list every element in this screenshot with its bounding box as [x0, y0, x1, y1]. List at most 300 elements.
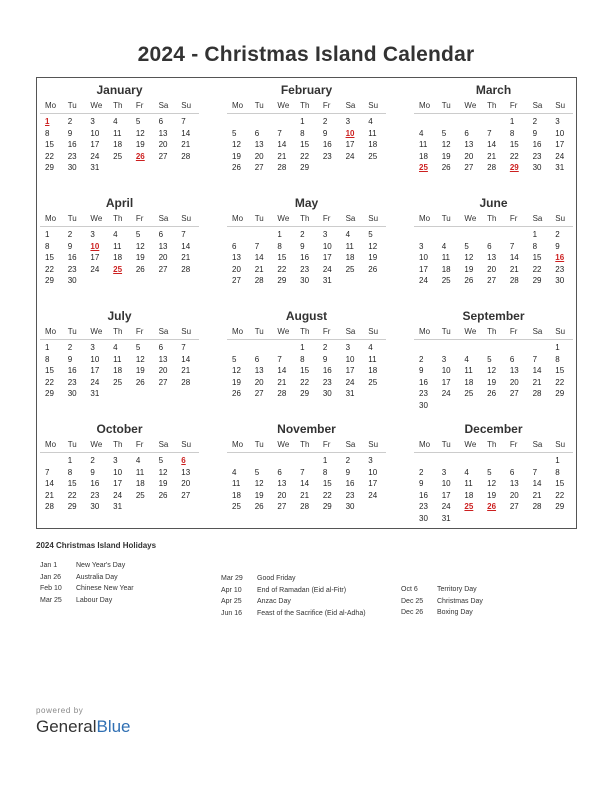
week-row	[227, 365, 386, 377]
day-cell: 17	[345, 140, 355, 149]
day-cell: 5	[487, 467, 492, 477]
day-cell: 17	[113, 479, 123, 488]
week-row	[40, 467, 199, 479]
day-cell: 26	[254, 502, 264, 511]
day-cell: 28	[254, 276, 264, 285]
holiday-item	[401, 584, 483, 596]
day-cell: 31	[90, 163, 100, 172]
day-cell: 30	[300, 276, 310, 285]
month-may	[227, 195, 386, 308]
day-cell: 15	[532, 253, 542, 262]
day-cell	[154, 388, 177, 400]
weekday-label: Mo	[419, 440, 431, 449]
day-cell: 22	[277, 264, 287, 274]
day-cell: 9	[532, 128, 538, 138]
day-cell: 18	[368, 140, 378, 149]
day-cell: 6	[509, 467, 515, 477]
day-cell	[505, 513, 528, 525]
day-cell: 14	[532, 366, 542, 375]
day-cell: 20	[232, 264, 241, 274]
weekday-label: Th	[113, 214, 123, 223]
weekday-label: Tu	[67, 101, 77, 110]
day-cell: 5	[135, 117, 141, 126]
day-cell: 9	[555, 241, 560, 251]
day-cell	[131, 501, 154, 513]
week-row	[40, 151, 199, 163]
day-cell: 25	[113, 151, 123, 161]
day-cell	[341, 162, 364, 174]
weekday-label: Th	[113, 327, 123, 336]
day-cell: 15	[555, 479, 565, 488]
weekday-label: Mo	[419, 327, 431, 336]
day-cell: 14	[509, 253, 519, 262]
day-cell: 2	[555, 230, 560, 239]
day-cell: 2	[67, 117, 73, 126]
weekday-header	[414, 99, 573, 114]
day-cell: 3	[322, 230, 328, 239]
day-cell	[272, 116, 295, 128]
weekday-label: Su	[555, 327, 566, 336]
day-cell: 19	[441, 151, 451, 161]
day-cell: 27	[487, 276, 497, 285]
day-cell: 27	[509, 389, 519, 398]
day-cell: 19	[487, 490, 497, 500]
week-row	[227, 342, 386, 354]
weekday-label: Th	[113, 101, 123, 110]
day-cell: 13	[232, 253, 241, 262]
day-cell: 25	[441, 276, 451, 285]
day-cell: 19	[254, 490, 264, 500]
day-cell: 12	[441, 140, 451, 149]
day-cell: 31	[90, 389, 100, 398]
week-row	[414, 365, 573, 377]
day-cell: 4	[345, 230, 351, 239]
day-cell: 11	[441, 253, 451, 262]
week-row	[414, 264, 573, 276]
day-cell	[176, 162, 199, 174]
weekday-label: Th	[113, 440, 123, 449]
week-row	[40, 139, 199, 151]
day-cell: 4	[113, 230, 118, 239]
week-row	[227, 275, 386, 287]
day-cell	[414, 455, 437, 467]
weekday-label: Tu	[441, 214, 451, 223]
day-cell: 24	[345, 377, 355, 387]
day-cell: 18	[232, 490, 241, 500]
weekday-label: We	[90, 327, 103, 336]
holiday-name: Labour Day	[76, 596, 113, 604]
day-cell: 2	[532, 117, 538, 126]
day-cell: 15	[300, 140, 310, 149]
month-april	[40, 195, 199, 308]
day-cell: 15	[322, 479, 332, 488]
day-cell: 22	[555, 490, 565, 500]
day-cell	[482, 229, 505, 241]
day-cell	[154, 501, 177, 513]
week-row	[40, 377, 199, 389]
day-cell	[272, 455, 295, 467]
day-cell: 13	[181, 467, 191, 477]
month-july	[40, 308, 199, 421]
day-cell: 13	[254, 366, 264, 375]
day-cell: 14	[532, 479, 542, 488]
day-cell	[437, 342, 460, 354]
day-cell: 24	[90, 151, 100, 161]
day-cell: 27	[464, 163, 474, 172]
day-cell	[505, 455, 528, 467]
weekday-label: Fr	[322, 440, 331, 449]
holiday-day-cell: 25	[464, 502, 474, 511]
day-cell	[528, 455, 551, 467]
day-cell: 9	[300, 241, 305, 251]
week-row	[414, 388, 573, 400]
day-cell	[459, 513, 482, 525]
day-cell: 5	[232, 354, 237, 364]
day-cell: 15	[277, 253, 287, 262]
week-row	[414, 400, 573, 412]
day-cell: 27	[254, 163, 264, 172]
day-cell: 21	[45, 490, 54, 500]
day-cell: 29	[300, 163, 310, 172]
week-row	[227, 128, 386, 140]
holiday-day-cell: 26	[135, 151, 145, 161]
day-cell: 17	[90, 366, 100, 375]
day-cell: 31	[322, 276, 332, 285]
day-cell: 7	[277, 354, 282, 364]
week-row	[414, 139, 573, 151]
day-cell: 1	[300, 343, 305, 352]
holiday-day-cell: 1	[45, 117, 50, 126]
day-cell: 16	[300, 253, 310, 262]
day-cell: 27	[509, 502, 519, 511]
day-cell	[437, 455, 460, 467]
week-row	[227, 241, 386, 253]
holiday-item	[221, 596, 366, 608]
day-cell: 9	[67, 354, 73, 364]
weekday-label: Tu	[254, 440, 264, 449]
weekday-label: Fr	[135, 101, 144, 110]
day-cell: 23	[67, 264, 77, 274]
weekday-label: Tu	[441, 440, 451, 449]
day-cell: 4	[113, 117, 118, 126]
day-cell: 27	[158, 151, 168, 161]
weekday-label: Th	[487, 214, 497, 223]
week-row	[40, 241, 199, 253]
day-cell: 6	[464, 128, 469, 138]
day-cell: 10	[555, 128, 565, 138]
day-cell: 14	[254, 253, 264, 262]
week-row	[40, 229, 199, 241]
day-cell: 28	[45, 502, 54, 511]
weekday-label: Tu	[254, 214, 264, 223]
weekday-label: Fr	[135, 327, 144, 336]
day-cell: 16	[67, 140, 77, 149]
holiday-day-cell: 29	[509, 163, 519, 172]
weekday-label: We	[90, 101, 103, 110]
day-cell: 16	[67, 253, 77, 262]
day-cell: 16	[322, 366, 332, 375]
day-cell: 13	[158, 128, 168, 138]
day-cell: 25	[464, 389, 474, 398]
day-cell: 20	[158, 366, 168, 375]
day-cell: 6	[487, 241, 492, 251]
day-cell: 27	[232, 276, 241, 285]
day-cell	[108, 162, 131, 174]
holiday-name: Boxing Day	[437, 609, 473, 617]
month-name: May	[294, 196, 319, 210]
week-row	[227, 501, 386, 513]
weekday-label: Su	[368, 327, 379, 336]
weekday-label: Fr	[322, 101, 331, 110]
day-cell: 17	[419, 264, 428, 274]
holiday-date: Apr 10	[221, 586, 242, 594]
day-cell: 15	[555, 366, 565, 375]
day-cell: 30	[419, 513, 428, 523]
day-cell: 20	[464, 151, 474, 161]
weekday-label: Mo	[419, 214, 431, 223]
month-june	[414, 195, 573, 308]
day-cell: 13	[464, 140, 474, 149]
day-cell	[528, 342, 551, 354]
day-cell: 20	[509, 377, 519, 387]
day-cell: 12	[158, 467, 168, 477]
weekday-header	[40, 212, 199, 227]
day-cell	[227, 116, 250, 128]
day-cell: 1	[555, 456, 560, 465]
day-cell: 29	[532, 276, 542, 285]
day-cell: 16	[419, 490, 428, 500]
day-cell: 22	[555, 377, 565, 387]
holiday-date: Mar 29	[221, 575, 243, 582]
day-cell: 19	[158, 479, 168, 488]
weekday-label: Fr	[322, 214, 331, 223]
day-cell: 24	[90, 377, 100, 387]
day-cell: 2	[322, 343, 328, 352]
holiday-day-cell: 25	[113, 264, 123, 274]
day-cell	[363, 388, 386, 400]
day-cell: 15	[300, 366, 310, 375]
weekday-label: Sa	[158, 440, 169, 449]
day-cell: 30	[90, 502, 100, 511]
weekday-label: Su	[181, 327, 192, 336]
week-row	[40, 478, 199, 490]
day-cell: 23	[67, 151, 77, 161]
holiday-item	[401, 596, 483, 608]
day-cell: 1	[322, 456, 328, 465]
day-cell	[108, 275, 131, 287]
week-row	[414, 354, 573, 366]
day-cell: 10	[322, 241, 332, 251]
day-cell	[85, 275, 108, 287]
month-name: January	[96, 83, 143, 97]
day-cell: 1	[277, 230, 282, 239]
day-cell: 19	[135, 140, 145, 149]
day-cell: 23	[345, 490, 355, 500]
weekday-label: Sa	[345, 327, 356, 336]
weekday-label: Su	[368, 440, 379, 449]
day-cell: 22	[300, 151, 310, 161]
day-cell	[363, 275, 386, 287]
weekday-label: Fr	[135, 440, 144, 449]
day-cell: 14	[300, 479, 310, 488]
day-cell: 2	[322, 117, 328, 126]
weekday-label: Tu	[254, 101, 264, 110]
week-row	[414, 275, 573, 287]
day-cell	[227, 455, 250, 467]
day-cell: 18	[368, 366, 378, 375]
day-cell: 12	[464, 253, 474, 262]
weekday-label: Mo	[45, 214, 57, 223]
weekday-label: Th	[487, 440, 497, 449]
day-cell	[295, 455, 318, 467]
day-cell: 20	[509, 490, 519, 500]
day-cell: 1	[45, 230, 50, 239]
day-cell: 28	[509, 276, 519, 285]
weekday-header	[227, 212, 386, 227]
day-cell: 2	[67, 343, 73, 352]
day-cell: 3	[90, 343, 95, 352]
day-cell: 10	[113, 467, 123, 477]
day-cell: 18	[113, 253, 123, 262]
day-cell: 6	[158, 343, 164, 352]
day-cell: 28	[277, 389, 287, 398]
day-cell: 11	[368, 128, 377, 138]
weekday-label: Mo	[232, 440, 244, 449]
day-cell: 21	[532, 377, 542, 387]
day-cell: 20	[181, 479, 191, 488]
weekday-label: Sa	[158, 101, 169, 110]
day-cell: 25	[232, 502, 241, 511]
day-cell: 17	[441, 490, 451, 500]
week-row	[414, 490, 573, 502]
week-row	[40, 342, 199, 354]
day-cell: 5	[441, 128, 447, 138]
weekday-label: We	[464, 214, 477, 223]
week-row	[414, 513, 573, 525]
day-cell: 8	[509, 128, 515, 138]
generalblue-logo[interactable]	[36, 717, 131, 737]
page-title: 2024 - Christmas Island Calendar	[137, 43, 475, 66]
day-cell: 29	[300, 389, 310, 398]
day-cell	[505, 342, 528, 354]
day-cell: 7	[181, 230, 186, 239]
holiday-date: Jan 26	[40, 573, 62, 581]
day-cell: 11	[113, 354, 122, 364]
day-cell: 8	[322, 467, 328, 477]
day-cell: 11	[464, 479, 473, 488]
weekday-label: Sa	[532, 327, 543, 336]
holiday-item	[40, 560, 134, 572]
day-cell	[40, 455, 63, 467]
day-cell: 20	[487, 264, 497, 274]
day-cell: 17	[368, 479, 378, 488]
holiday-day-cell: 6	[181, 456, 186, 465]
holiday-name: End of Ramadan (Eid al-Fitr)	[257, 586, 347, 594]
day-cell: 5	[254, 467, 260, 477]
day-cell: 24	[90, 264, 100, 274]
brand-general-text: General	[36, 717, 97, 736]
day-cell: 5	[487, 354, 492, 364]
day-cell: 30	[67, 276, 77, 285]
day-cell: 24	[345, 151, 355, 161]
weekday-label: Fr	[509, 440, 518, 449]
holiday-name: Territory Day	[437, 586, 477, 593]
holiday-date: Feb 10	[40, 585, 62, 593]
day-cell: 4	[419, 128, 424, 138]
day-cell: 24	[441, 389, 451, 398]
day-cell: 29	[67, 502, 77, 511]
week-row	[227, 455, 386, 467]
day-cell: 30	[555, 276, 565, 285]
weekday-label: Su	[368, 214, 379, 223]
day-cell	[459, 455, 482, 467]
day-cell: 5	[464, 241, 469, 251]
holiday-item	[40, 572, 134, 584]
weekday-label: Tu	[67, 440, 77, 449]
day-cell: 10	[441, 479, 451, 488]
day-cell	[363, 501, 386, 513]
day-cell: 8	[300, 354, 305, 364]
weekday-label: Fr	[509, 214, 518, 223]
day-cell: 24	[555, 151, 565, 161]
weekday-label: Mo	[232, 327, 244, 336]
day-cell: 6	[254, 354, 260, 364]
weekday-label: Su	[555, 214, 566, 223]
weekday-label: Su	[181, 101, 192, 110]
holiday-day-cell: 26	[487, 502, 497, 511]
holiday-item	[40, 583, 134, 595]
day-cell: 15	[45, 366, 54, 375]
holiday-name: New Year's Day	[76, 562, 126, 569]
weekday-label: Mo	[419, 101, 431, 110]
weekday-header	[414, 212, 573, 227]
weekday-header	[414, 325, 573, 340]
week-row	[227, 229, 386, 241]
day-cell: 9	[322, 128, 328, 138]
day-cell: 8	[277, 241, 282, 251]
weekday-label: Fr	[509, 101, 518, 110]
day-cell: 7	[532, 354, 538, 364]
day-cell: 3	[419, 241, 424, 251]
day-cell: 7	[300, 467, 305, 477]
weekday-label: Tu	[67, 214, 77, 223]
day-cell	[176, 388, 199, 400]
day-cell: 29	[45, 276, 54, 285]
day-cell: 26	[135, 377, 145, 387]
day-cell: 19	[368, 253, 378, 262]
month-name: June	[479, 196, 508, 210]
day-cell	[414, 229, 437, 241]
day-cell: 3	[90, 117, 95, 126]
weekday-label: We	[90, 440, 103, 449]
day-cell: 11	[232, 479, 241, 488]
day-cell: 14	[277, 366, 287, 375]
powered-by-text: powered by	[36, 706, 84, 715]
holiday-day-cell: 25	[419, 163, 428, 172]
day-cell: 23	[419, 389, 428, 398]
day-cell: 12	[135, 354, 145, 364]
weekday-label: Fr	[322, 327, 331, 336]
day-cell: 5	[158, 456, 164, 465]
day-cell: 4	[232, 467, 237, 477]
day-cell: 1	[532, 230, 538, 239]
day-cell: 7	[532, 467, 538, 477]
day-cell: 16	[90, 479, 100, 488]
day-cell: 6	[509, 354, 515, 364]
day-cell: 2	[67, 230, 73, 239]
day-cell: 24	[113, 490, 123, 500]
weekday-label: We	[277, 214, 290, 223]
